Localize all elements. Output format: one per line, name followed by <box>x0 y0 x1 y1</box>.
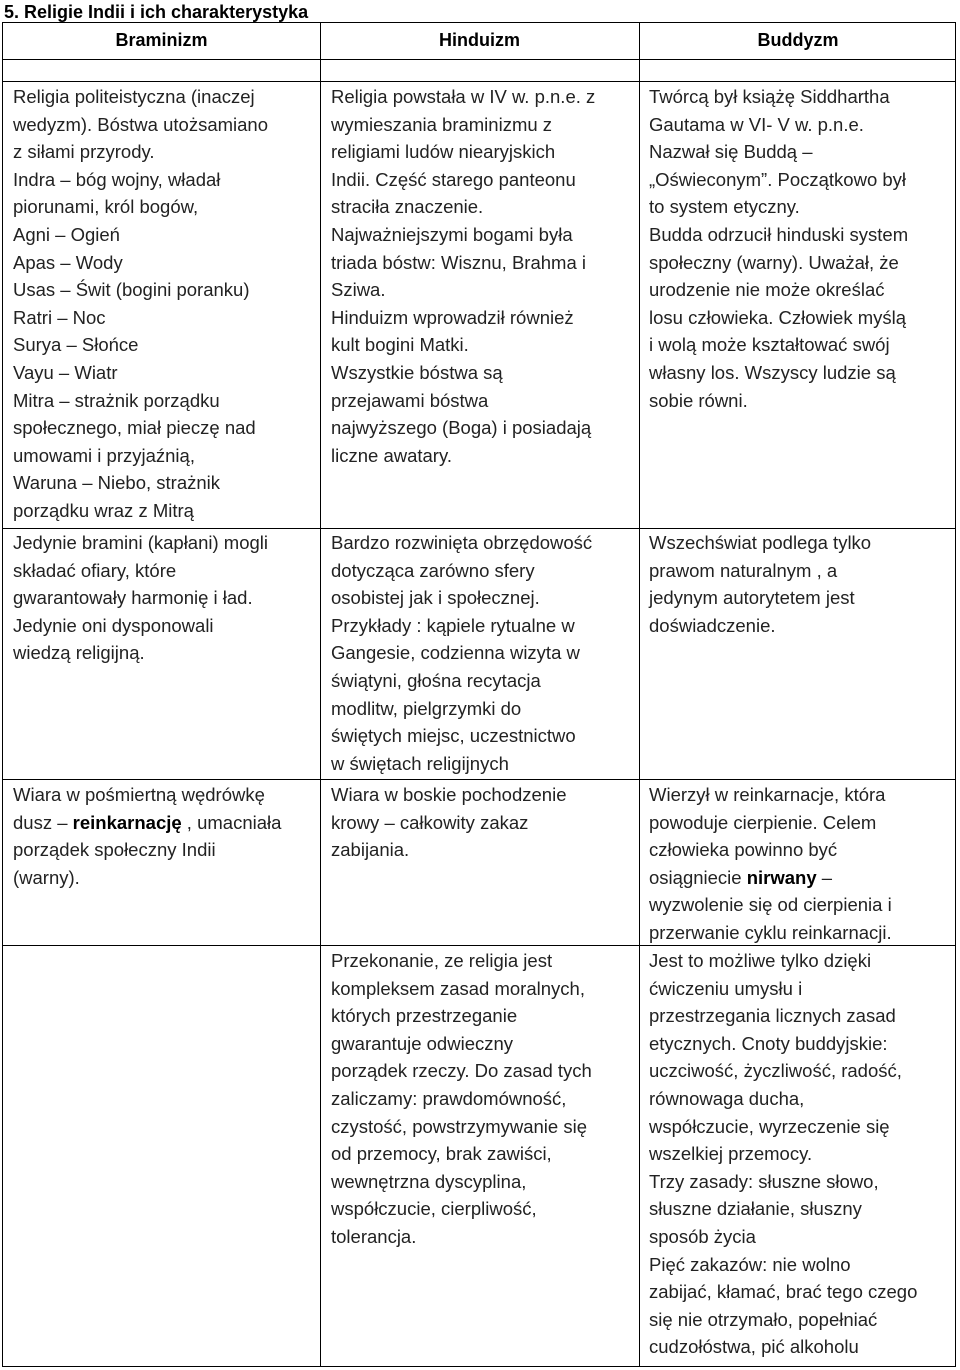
page-title: 5. Religie Indii i ich charakterystyka <box>4 2 309 22</box>
cell-buddyzm-1: Twórcą był książę Siddhartha Gautama w VI- V w. p.n.e. Nazwał się Buddą – „Oświeconym”. Początkowo był to system etyczny. Budda odrzucił hinduski system społeczny (warny). Uważał, że urodzenie nie może określać losu człowieka. Człowiek myślą i wolą może kształtować swój własny los. Wszyscy ludzie są sobie równi. <box>649 86 909 411</box>
cell-braminizm-2: Jedynie bramini (kapłani) mogli składać ofiary, które gwarantowały harmonię i ład. Jedynie oni dysponowali wiedzą religijną. <box>13 532 268 664</box>
header-divider <box>3 59 955 60</box>
cell-hinduizm-2: Bardzo rozwinięta obrzędowość dotycząca zarówno sfery osobistej jak i społecznej. Przykłady : kąpiele rytualne w Gangesie, codzienna wizyta w świątyni, głośna recytacja modlitw, pielgrzymki do świętych miejsc, uczestnictwo w świętach religijnych <box>331 532 593 774</box>
cell-hinduizm-4: Przekonanie, ze religia jest kompleksem zasad moralnych, których przestrzeganie gwarantuje odwieczny porządek rzeczy. Do zasad tych zaliczamy: prawdomówność, czystość, powstrzymywanie się od przemocy, brak zawiści, wewnętrzna dyscyplina, współczucie, cierpliwość, tolerancja. <box>331 950 592 1247</box>
header-divider-lower <box>3 81 955 82</box>
cell-buddyzm-3 <box>649 781 951 947</box>
cell-buddyzm-4: Jest to możliwe tylko dzięki ćwiczeniu umysłu i przestrzegania licznych zasad etycznych. Cnoty buddyjskie: uczciwość, życzliwość, radość, równowaga ducha, współczucie, wyrzeczenie się wszelkiej przemocy. Trzy zasady: słuszne słowo, słuszne działanie, słuszny sposób życia Pięć zakazów: nie wolno zabijać, kłamać, brać tego czego się nie otrzymało, popełniać cudzołóstwa, pić alkoholu <box>649 950 918 1358</box>
header-buddyzm: Buddyzm <box>757 30 839 50</box>
header-braminizm: Braminizm <box>115 30 208 50</box>
row-divider <box>3 779 955 780</box>
text-segment: Wiara w pośmiertną wędrówkę dusz – <box>13 784 265 833</box>
cell-hinduizm-3: Wiara w boskie pochodzenie krowy – całkowity zakaz zabijania. <box>331 784 567 861</box>
cell-braminizm-1: Religia politeistyczna (inaczej wedyzm). Bóstwa utożsamiano z siłami przyrody. Indra – bóg wojny, władał piorunami, król bogów, Agni – Ogień Apas – Wody Usas – Świt (bogini poranku) Ratri – Noc Surya – Słońce Vayu – Wiatr Mitra – strażnik porządku społecznego, miał pieczę nad umowami i przyjaźnią, Waruna – Niebo, strażnik porządku wraz z Mitrą <box>13 86 268 521</box>
text-segment: – wyzwolenie się od cierpienia i przerwanie cyklu reinkarnacji. <box>649 866 892 943</box>
cell-braminizm-3 <box>13 781 313 891</box>
cell-buddyzm-2: Wszechświat podlega tylko prawom naturalnym , a jedynym autorytetem jest doświadczenie. <box>649 532 872 636</box>
column-divider <box>639 23 640 1366</box>
nirwana-term: nirwany <box>746 866 817 888</box>
reinkarnacja-term: reinkarnację <box>72 811 182 833</box>
religions-table <box>2 22 956 1367</box>
cell-hinduizm-1: Religia powstała w IV w. p.n.e. z wymieszania braminizmu z religiami ludów niearyjskich Indii. Część starego panteonu straciła znaczenie. Najważniejszymi bogami była triada bóstw: Wisznu, Brahma i Sziwa. Hinduizm wprowadził również kult bogini Matki. Wszystkie bóstwa są przejawami bóstwa najwyższego (Boga) i posiadają liczne awatary. <box>331 86 596 466</box>
text-segment: Wierzył w reinkarnacje, która powoduje cierpienie. Celem człowieka powinno być osiągniecie <box>649 784 886 888</box>
text-segment: , umacniała porządek społeczny Indii (warny). <box>13 811 282 888</box>
header-hinduizm: Hinduizm <box>439 30 520 50</box>
column-divider <box>320 23 321 1366</box>
